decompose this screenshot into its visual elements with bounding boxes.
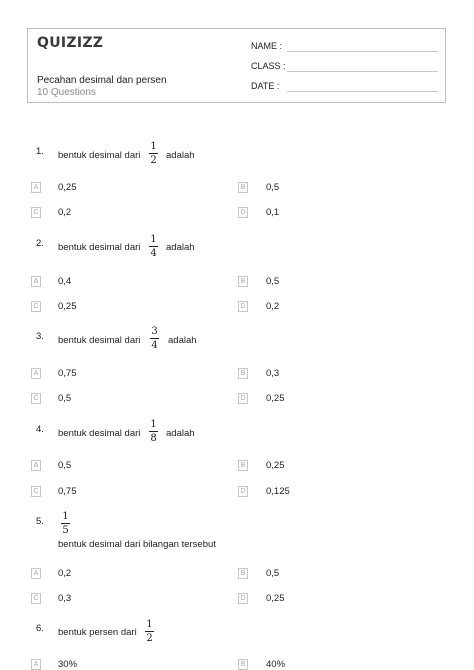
option-text[interactable]: 0,25 [58, 301, 77, 312]
quizizz-logo: QUIZIZZ [37, 35, 104, 51]
option-text[interactable]: 0,3 [266, 368, 280, 379]
option-letter[interactable]: D [238, 207, 248, 218]
option-letter[interactable]: D [238, 301, 248, 312]
option-letter[interactable]: B [238, 276, 248, 287]
denominator: 4 [150, 248, 157, 259]
option-letter[interactable]: A [31, 368, 41, 379]
date-line [287, 91, 438, 92]
option-letter[interactable]: D [238, 593, 248, 604]
question-count: 10 Questions [37, 87, 96, 98]
worksheet-header [27, 28, 446, 103]
option-text[interactable]: 0,5 [58, 460, 72, 471]
question-text-after: bentuk desimal dari bilangan tersebut [58, 539, 216, 550]
name-line [287, 51, 438, 52]
option-letter[interactable]: C [31, 207, 41, 218]
option-text[interactable]: 0,25 [266, 593, 285, 604]
question-text: bentuk desimal dari [58, 150, 141, 161]
option-letter[interactable]: C [31, 393, 41, 404]
option-text[interactable]: 0,4 [58, 276, 72, 287]
numerator: 1 [150, 234, 157, 245]
fraction [150, 326, 159, 351]
option-letter[interactable]: A [31, 276, 41, 287]
fraction [149, 419, 158, 444]
denominator: 5 [62, 525, 69, 536]
option-letter[interactable]: D [238, 486, 248, 497]
option-letter[interactable]: C [31, 593, 41, 604]
question-number: 2. [36, 238, 44, 249]
date-field[interactable] [251, 81, 279, 91]
option-text[interactable]: 0,25 [266, 393, 285, 404]
question-text-after: adalah [168, 335, 197, 346]
option-text[interactable]: 0,75 [58, 368, 77, 379]
option-text[interactable]: 0,3 [58, 593, 72, 604]
question-text: bentuk desimal dari [58, 335, 141, 346]
option-letter[interactable]: B [238, 182, 248, 193]
question-number: 1. [36, 146, 44, 157]
option-letter[interactable]: A [31, 182, 41, 193]
name-field[interactable] [251, 41, 282, 51]
option-letter[interactable]: B [238, 568, 248, 579]
option-text[interactable]: 0,5 [266, 276, 280, 287]
name-label: NAME : [251, 41, 283, 51]
option-text[interactable]: 0,5 [58, 393, 72, 404]
question-text-after: adalah [166, 242, 195, 253]
option-text[interactable]: 0,2 [58, 568, 72, 579]
fraction [61, 511, 70, 536]
denominator: 2 [146, 633, 153, 644]
option-letter[interactable]: A [31, 659, 41, 670]
numerator: 1 [146, 619, 153, 630]
denominator: 8 [150, 433, 157, 444]
option-text[interactable]: 0,2 [266, 301, 280, 312]
question-text-after: adalah [166, 428, 195, 439]
question-text: bentuk desimal dari [58, 242, 141, 253]
fraction [149, 234, 158, 259]
option-text[interactable]: 0,5 [266, 568, 280, 579]
denominator: 4 [151, 340, 158, 351]
question-text-after: adalah [166, 150, 195, 161]
question-number: 5. [36, 516, 44, 527]
option-letter[interactable]: A [31, 568, 41, 579]
class-label: CLASS : [251, 61, 286, 71]
class-line [287, 71, 438, 72]
numerator: 1 [62, 511, 69, 522]
option-letter[interactable]: A [31, 460, 41, 471]
class-field[interactable] [251, 61, 286, 71]
numerator: 1 [150, 141, 157, 152]
option-letter[interactable]: C [31, 301, 41, 312]
option-text[interactable]: 0,125 [266, 486, 290, 497]
question-text: bentuk desimal dari [58, 428, 141, 439]
option-text[interactable]: 0,75 [58, 486, 77, 497]
option-letter[interactable]: D [238, 393, 248, 404]
option-letter[interactable]: B [238, 460, 248, 471]
question-number: 3. [36, 331, 44, 342]
option-text[interactable]: 0,2 [58, 207, 72, 218]
option-text[interactable]: 40% [266, 659, 286, 670]
numerator: 1 [150, 419, 157, 430]
denominator: 2 [150, 155, 157, 166]
option-letter[interactable]: C [31, 486, 41, 497]
date-label: DATE : [251, 81, 280, 91]
question-number: 4. [36, 424, 44, 435]
option-text[interactable]: 0,25 [58, 182, 77, 193]
option-text[interactable]: 30% [58, 659, 78, 670]
numerator: 3 [151, 326, 158, 337]
question-text: bentuk persen dari [58, 627, 137, 638]
option-text[interactable]: 0,5 [266, 182, 280, 193]
fraction [145, 619, 154, 644]
fraction [149, 141, 158, 166]
option-text[interactable]: 0,1 [266, 207, 280, 218]
worksheet-title: Pecahan desimal dan persen [37, 75, 167, 86]
option-letter[interactable]: B [238, 659, 248, 670]
option-text[interactable]: 0,25 [266, 460, 285, 471]
option-letter[interactable]: B [238, 368, 248, 379]
question-number: 6. [36, 623, 44, 634]
